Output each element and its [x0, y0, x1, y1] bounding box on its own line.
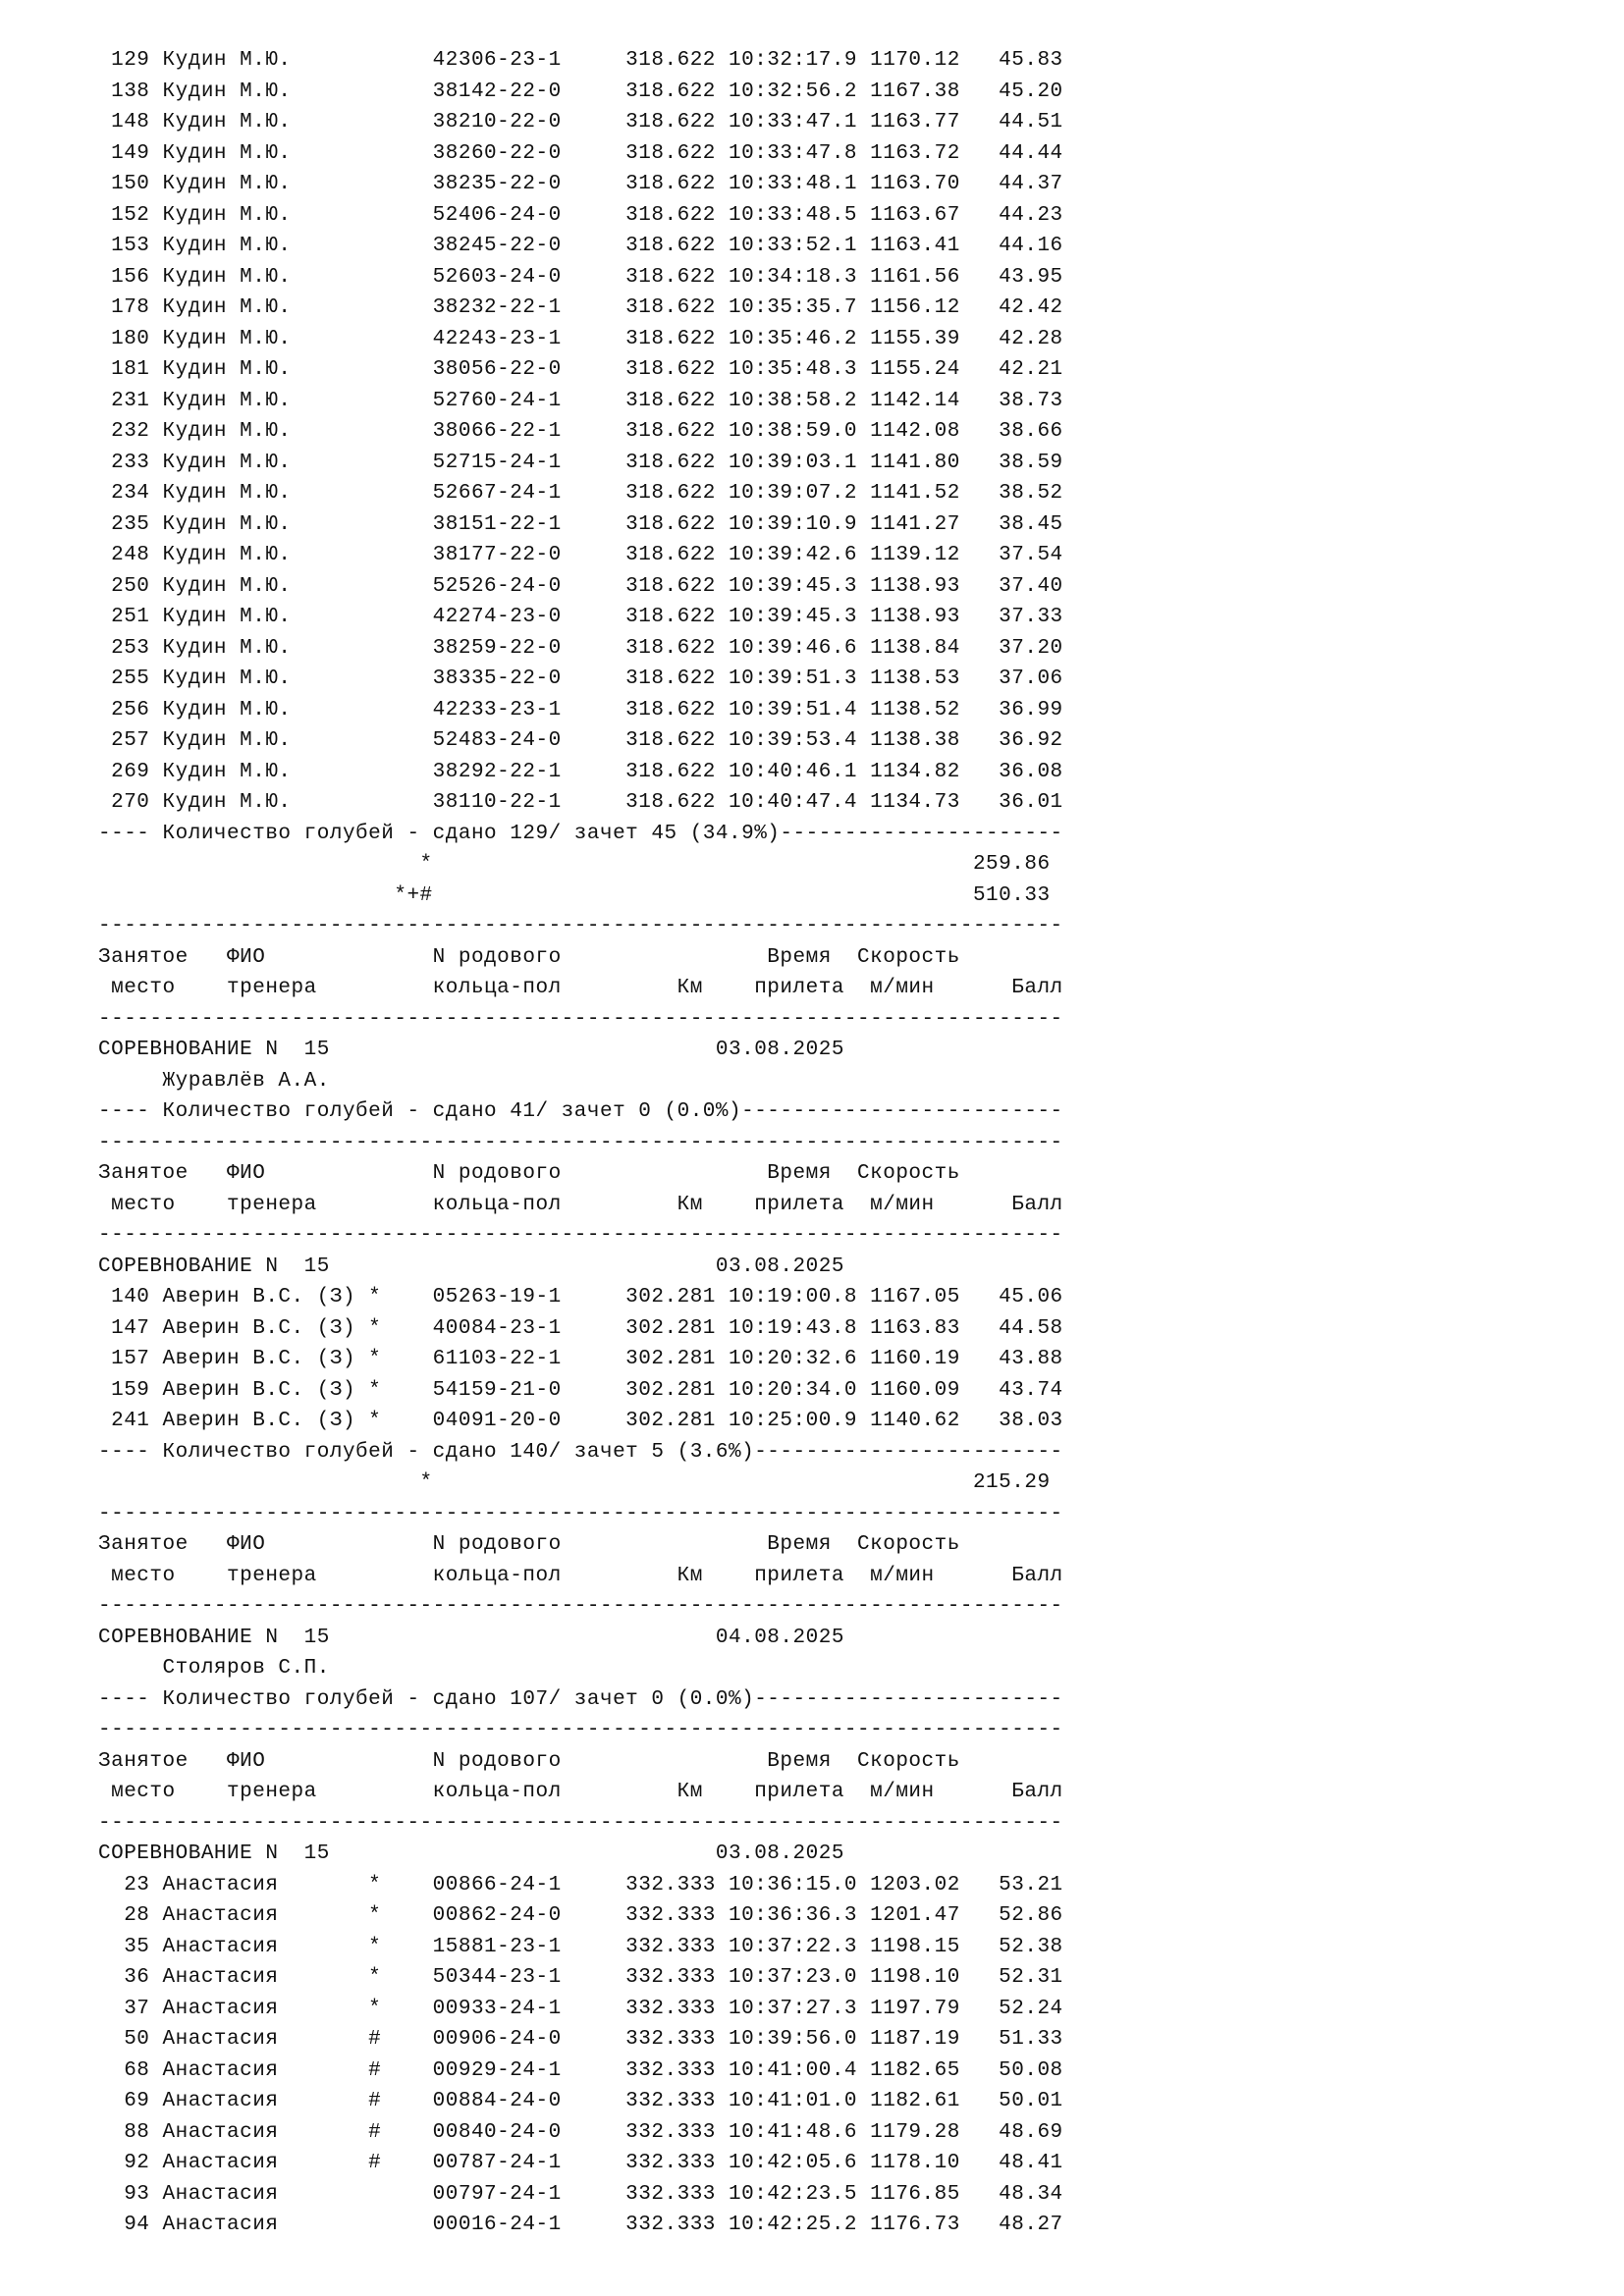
category-total-line: * 259.86	[98, 853, 1063, 876]
result-row: 159 Аверин В.С. (З) * 54159-21-0 302.281 10:20:34.0 1160.09 43.74	[98, 1378, 1063, 1402]
separator-line: ---------------------------------------------------------------------------	[98, 1502, 1063, 1525]
separator-line: ---------------------------------------------------------------------------	[98, 1719, 1063, 1741]
column-header-line-2: место тренера кольца-пол Км прилета м/мин Балл	[98, 1193, 1063, 1216]
column-header-line-2: место тренера кольца-пол Км прилета м/мин Балл	[98, 1564, 1063, 1587]
result-row: 255 Кудин М.Ю. 38335-22-0 318.622 10:39:51.3 1138.53 37.06	[98, 667, 1063, 690]
competition-title-line: СОРЕВНОВАНИЕ N 15 04.08.2025	[98, 1626, 1063, 1649]
result-row: 270 Кудин М.Ю. 38110-22-1 318.622 10:40:47.4 1134.73 36.01	[98, 791, 1063, 814]
competition-title-line: СОРЕВНОВАНИЕ N 15 03.08.2025	[98, 1842, 1063, 1865]
separator-line: ---------------------------------------------------------------------------	[98, 1224, 1063, 1247]
separator-line: ---------------------------------------------------------------------------	[98, 915, 1063, 937]
result-row: 35 Анастасия * 15881-23-1 332.333 10:37:22.3 1198.15 52.38	[98, 1935, 1063, 1958]
pigeon-count-summary-line: ---- Количество голубей - сдано 107/ зачет 0 (0.0%)------------------------	[98, 1687, 1063, 1711]
result-row: 23 Анастасия * 00866-24-1 332.333 10:36:15.0 1203.02 53.21	[98, 1873, 1063, 1896]
result-row: 153 Кудин М.Ю. 38245-22-0 318.622 10:33:52.1 1163.41 44.16	[98, 235, 1063, 257]
result-row: 28 Анастасия * 00862-24-0 332.333 10:36:36.3 1201.47 52.86	[98, 1904, 1063, 1927]
result-row: 138 Кудин М.Ю. 38142-22-0 318.622 10:32:56.2 1167.38 45.20	[98, 80, 1063, 103]
result-row: 147 Аверин В.С. (З) * 40084-23-1 302.281 10:19:43.8 1163.83 44.58	[98, 1316, 1063, 1340]
category-total-line: *+# 510.33	[98, 883, 1063, 907]
separator-line: ---------------------------------------------------------------------------	[98, 1595, 1063, 1618]
separator-line: ---------------------------------------------------------------------------	[98, 1131, 1063, 1154]
result-row: 235 Кудин М.Ю. 38151-22-1 318.622 10:39:10.9 1141.27 38.45	[98, 512, 1063, 536]
result-row: 50 Анастасия # 00906-24-0 332.333 10:39:56.0 1187.19 51.33	[98, 2028, 1063, 2051]
result-row: 178 Кудин М.Ю. 38232-22-1 318.622 10:35:35.7 1156.12 42.42	[98, 296, 1063, 319]
separator-line: ---------------------------------------------------------------------------	[98, 1007, 1063, 1031]
result-row: 241 Аверин В.С. (З) * 04091-20-0 302.281 10:25:00.9 1140.62 38.03	[98, 1410, 1063, 1432]
result-row: 269 Кудин М.Ю. 38292-22-1 318.622 10:40:46.1 1134.82 36.08	[98, 760, 1063, 783]
competition-title-line: СОРЕВНОВАНИЕ N 15 03.08.2025	[98, 1255, 1063, 1278]
result-row: 250 Кудин М.Ю. 52526-24-0 318.622 10:39:45.3 1138.93 37.40	[98, 574, 1063, 598]
result-row: 231 Кудин М.Ю. 52760-24-1 318.622 10:38:58.2 1142.14 38.73	[98, 389, 1063, 412]
result-row: 92 Анастасия # 00787-24-1 332.333 10:42:05.6 1178.10 48.41	[98, 2152, 1063, 2174]
separator-line: ---------------------------------------------------------------------------	[98, 1811, 1063, 1835]
result-row: 253 Кудин М.Ю. 38259-22-0 318.622 10:39:46.6 1138.84 37.20	[98, 636, 1063, 660]
competition-title-line: СОРЕВНОВАНИЕ N 15 03.08.2025	[98, 1039, 1063, 1061]
result-row: 181 Кудин М.Ю. 38056-22-0 318.622 10:35:48.3 1155.24 42.21	[98, 358, 1063, 381]
column-header-line-2: место тренера кольца-пол Км прилета м/мин Балл	[98, 1781, 1063, 1803]
result-row: 248 Кудин М.Ю. 38177-22-0 318.622 10:39:42.6 1139.12 37.54	[98, 544, 1063, 566]
result-row: 233 Кудин М.Ю. 52715-24-1 318.622 10:39:03.1 1141.80 38.59	[98, 451, 1063, 474]
column-header-line-1: Занятое ФИО N родового Время Скорость	[98, 1533, 1063, 1556]
trainer-name-line: Журавлёв А.А.	[98, 1069, 1063, 1093]
result-row: 149 Кудин М.Ю. 38260-22-0 318.622 10:33:47.8 1163.72 44.44	[98, 141, 1063, 165]
trainer-name-line: Столяров С.П.	[98, 1657, 1063, 1680]
result-row: 129 Кудин М.Ю. 42306-23-1 318.622 10:32:17.9 1170.12 45.83	[98, 49, 1063, 72]
column-header-line-1: Занятое ФИО N родового Время Скорость	[98, 1749, 1063, 1773]
result-row: 150 Кудин М.Ю. 38235-22-0 318.622 10:33:48.1 1163.70 44.37	[98, 173, 1063, 195]
result-row: 69 Анастасия # 00884-24-0 332.333 10:41:01.0 1182.61 50.01	[98, 2090, 1063, 2112]
result-row: 232 Кудин М.Ю. 38066-22-1 318.622 10:38:59.0 1142.08 38.66	[98, 420, 1063, 443]
pigeon-count-summary-line: ---- Количество голубей - сдано 129/ зачет 45 (34.9%)----------------------	[98, 822, 1063, 845]
result-row: 180 Кудин М.Ю. 42243-23-1 318.622 10:35:46.2 1155.39 42.28	[98, 327, 1063, 350]
column-header-line-2: место тренера кольца-пол Км прилета м/мин Балл	[98, 977, 1063, 999]
result-row: 157 Аверин В.С. (З) * 61103-22-1 302.281 10:20:32.6 1160.19 43.88	[98, 1348, 1063, 1370]
column-header-line-1: Занятое ФИО N родового Время Скорость	[98, 1162, 1063, 1185]
result-row: 140 Аверин В.С. (З) * 05263-19-1 302.281 10:19:00.8 1167.05 45.06	[98, 1286, 1063, 1308]
result-row: 94 Анастасия 00016-24-1 332.333 10:42:25.2 1176.73 48.27	[98, 2214, 1063, 2236]
column-header-line-1: Занятое ФИО N родового Время Скорость	[98, 945, 1063, 969]
result-row: 234 Кудин М.Ю. 52667-24-1 318.622 10:39:07.2 1141.52 38.52	[98, 482, 1063, 505]
pigeon-count-summary-line: ---- Количество голубей - сдано 41/ зачет 0 (0.0%)-------------------------	[98, 1100, 1063, 1123]
result-row: 88 Анастасия # 00840-24-0 332.333 10:41:48.6 1179.28 48.69	[98, 2120, 1063, 2144]
result-row: 93 Анастасия 00797-24-1 332.333 10:42:23.5 1176.85 48.34	[98, 2182, 1063, 2206]
result-row: 148 Кудин М.Ю. 38210-22-0 318.622 10:33:47.1 1163.77 44.51	[98, 111, 1063, 133]
result-row: 257 Кудин М.Ю. 52483-24-0 318.622 10:39:53.4 1138.38 36.92	[98, 729, 1063, 752]
pigeon-count-summary-line: ---- Количество голубей - сдано 140/ зачет 5 (3.6%)------------------------	[98, 1440, 1063, 1464]
result-row: 37 Анастасия * 00933-24-1 332.333 10:37:27.3 1197.79 52.24	[98, 1997, 1063, 2020]
category-total-line: * 215.29	[98, 1471, 1063, 1494]
pigeon-race-report	[98, 45, 1063, 2241]
result-row: 156 Кудин М.Ю. 52603-24-0 318.622 10:34:18.3 1161.56 43.95	[98, 265, 1063, 289]
result-row: 256 Кудин М.Ю. 42233-23-1 318.622 10:39:51.4 1138.52 36.99	[98, 698, 1063, 721]
result-row: 36 Анастасия * 50344-23-1 332.333 10:37:23.0 1198.10 52.31	[98, 1966, 1063, 1989]
result-row: 152 Кудин М.Ю. 52406-24-0 318.622 10:33:48.5 1163.67 44.23	[98, 203, 1063, 227]
result-row: 251 Кудин М.Ю. 42274-23-0 318.622 10:39:45.3 1138.93 37.33	[98, 606, 1063, 628]
result-row: 68 Анастасия # 00929-24-1 332.333 10:41:00.4 1182.65 50.08	[98, 2058, 1063, 2082]
